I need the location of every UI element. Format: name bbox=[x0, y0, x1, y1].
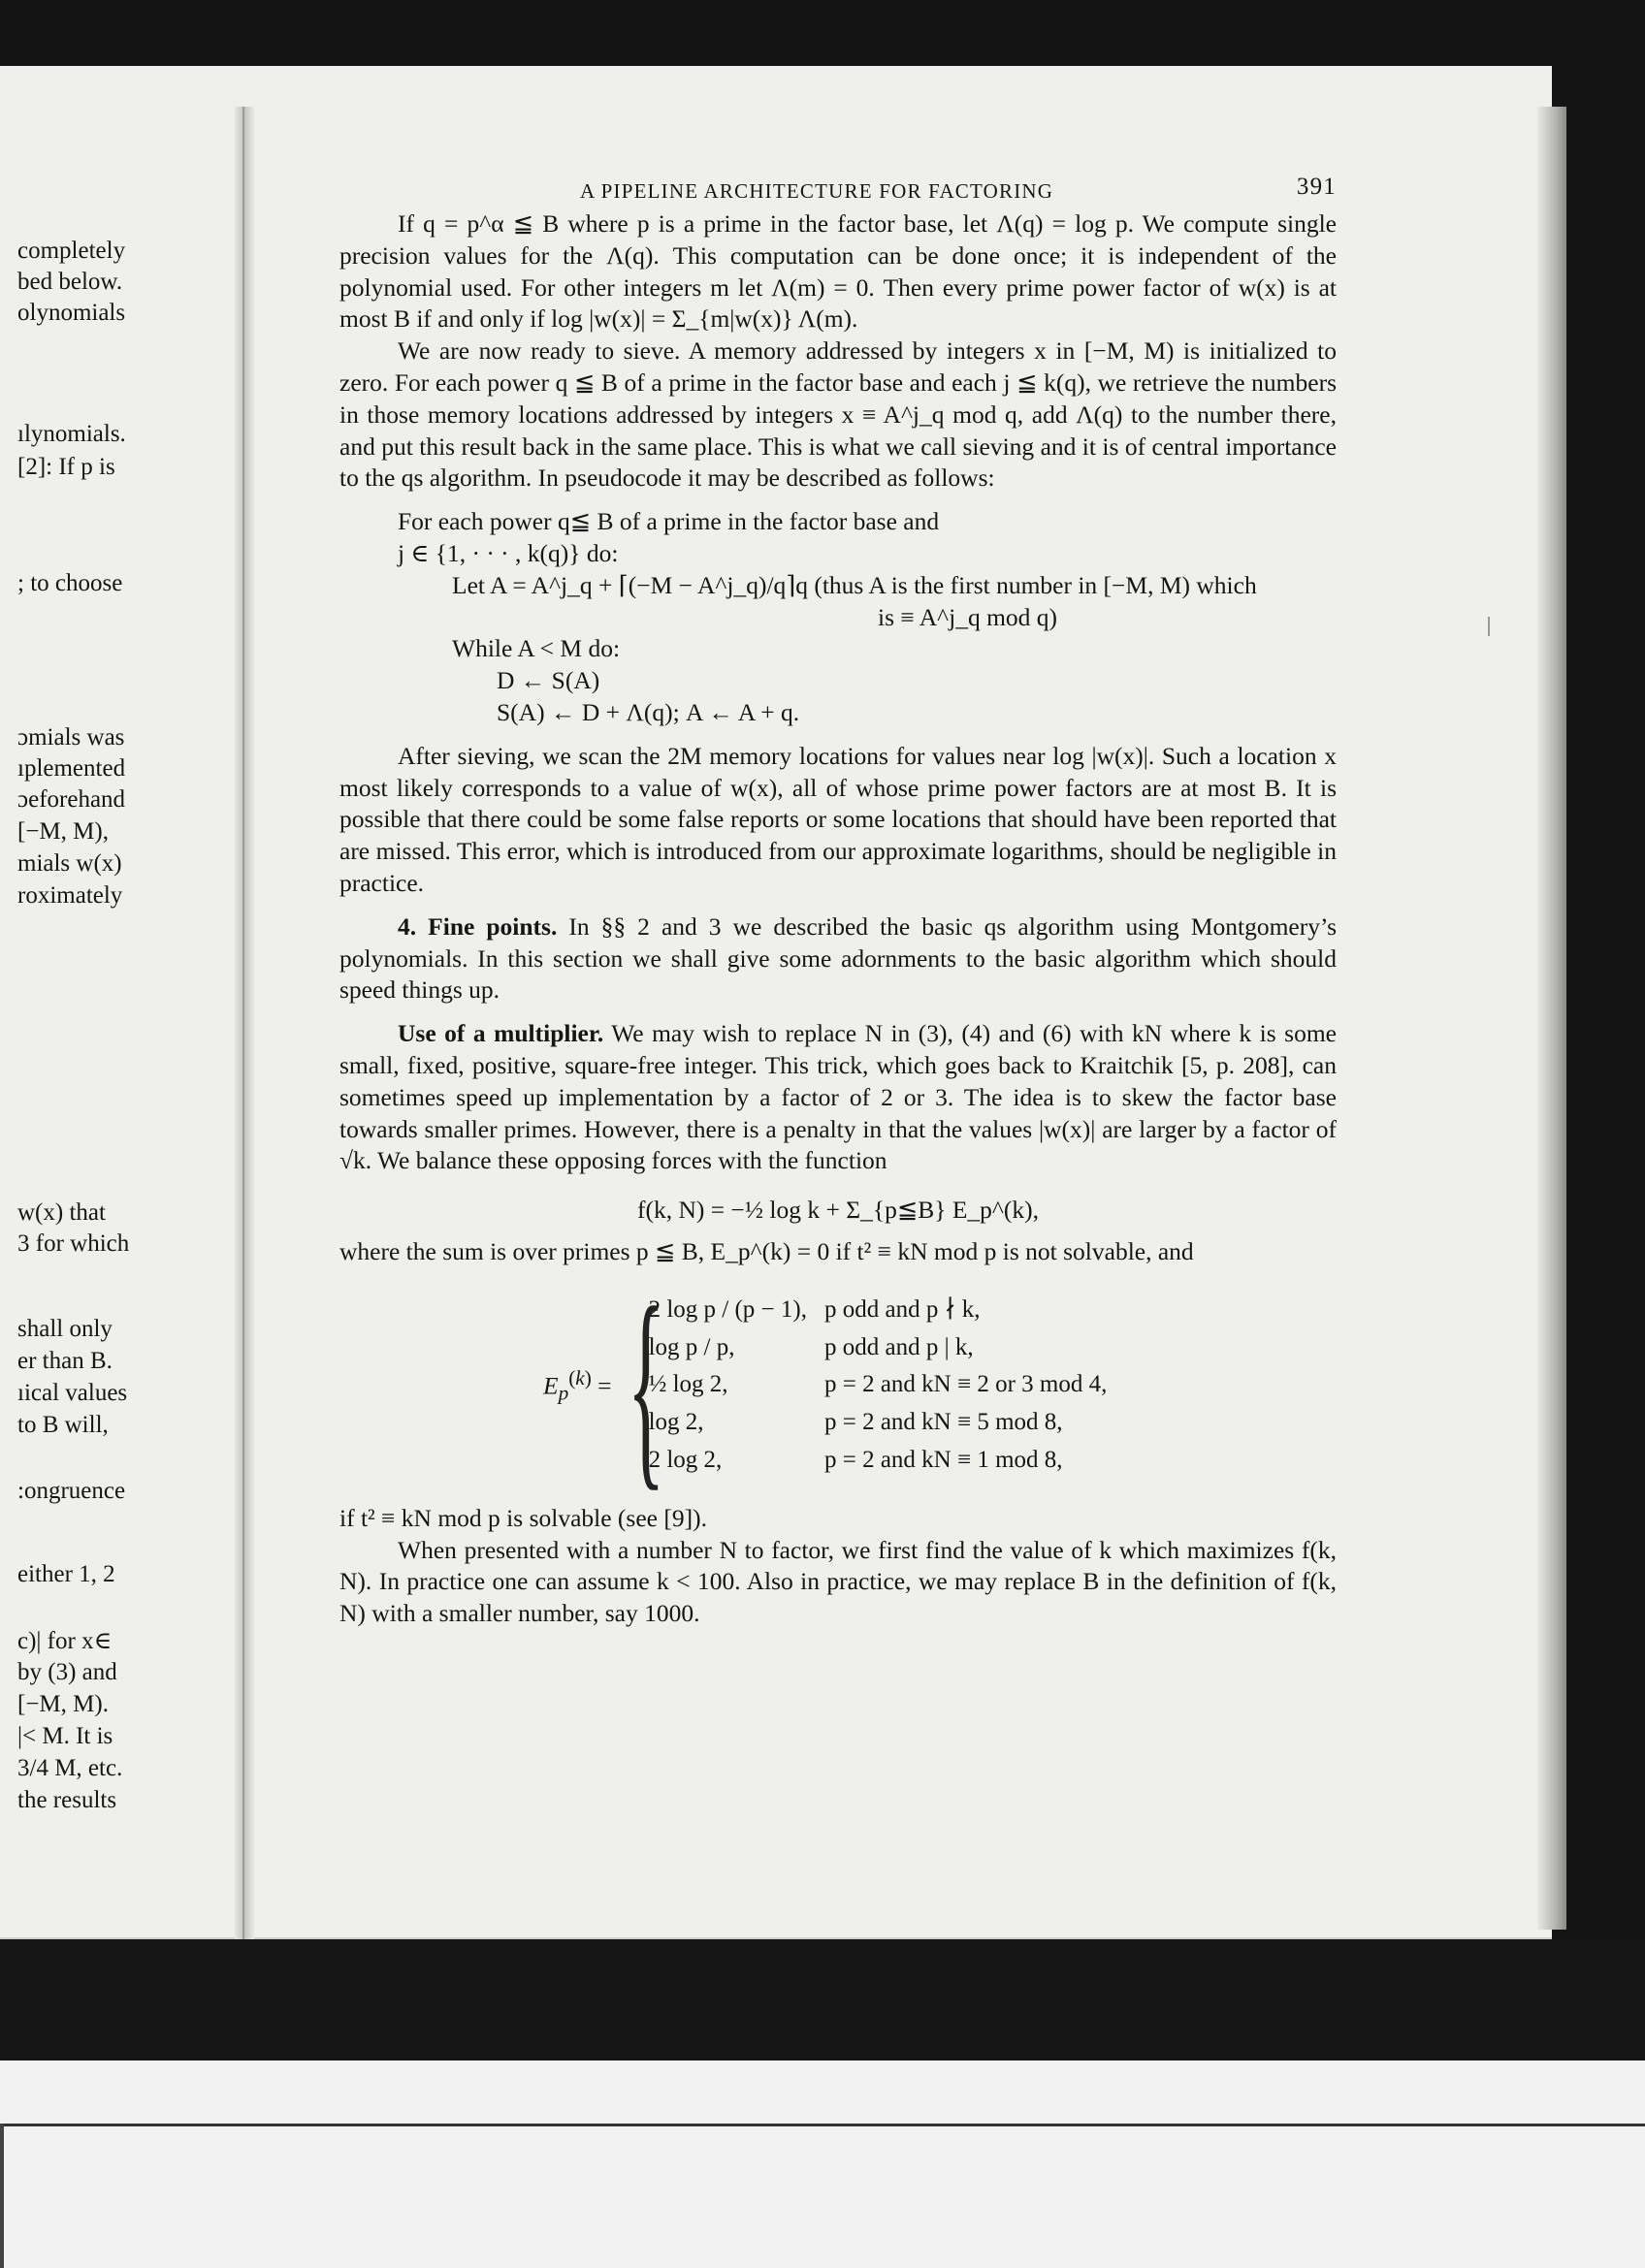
case-value: 2 log p / (p − 1), bbox=[648, 1295, 807, 1323]
paragraph-choose-k: When presented with a number N to factor, we first find the value of k which maximizes f(k, N). In practice one can assume k < 100. Also in practice, we may replace B in the definition of f(k, N) with a smaller number, say 1000. bbox=[339, 1535, 1337, 1628]
case-row bbox=[649, 1442, 1125, 1480]
left-fragment: w(x) that bbox=[17, 1199, 106, 1226]
case-value: log 2, bbox=[648, 1409, 704, 1436]
section-heading: 4. Fine points. bbox=[398, 911, 558, 941]
left-fragment: er than B. bbox=[17, 1348, 113, 1374]
paragraph-lambda-definition: If q = p^α ≦ B where p is a prime in the factor base, let Λ(q) = log p. We compute single precision values for the Λ(q). This computation can be done once; it is independent of the polynomial used. For other integers m let Λ(m) = 0. Then every prime power factor of w(x) is at most B if and only if log |w(x)| = Σ_{m|w(x)} Λ(m). bbox=[339, 209, 1337, 334]
case-row bbox=[649, 1366, 1125, 1404]
paragraph-where: where the sum is over primes p ≦ B, E_p^(k) = 0 if t² ≡ kN mod p is not solvable, and bbox=[339, 1236, 1194, 1265]
case-value: log p / p, bbox=[648, 1333, 735, 1360]
left-fragment: ɔmials was bbox=[17, 724, 125, 751]
left-fragment: by (3) and bbox=[17, 1659, 117, 1685]
cases-lhs: $E_p^{(k)}$ = bbox=[543, 1365, 612, 1405]
code-line: j ∈ {1, · · · , k(q)} do: bbox=[398, 538, 619, 567]
code-line: While A < M do: bbox=[452, 634, 621, 663]
left-fragment: bed below. bbox=[17, 269, 123, 295]
left-fragment: mials w(x) bbox=[17, 850, 122, 877]
left-fragment: c)| for x∈ bbox=[17, 1628, 113, 1654]
paragraph-if-solvable: if t² ≡ kN mod p is solvable (see [9]). bbox=[339, 1503, 707, 1532]
code-line: Let A = A^j_q + ⌈(−M − A^j_q)/q⌉q (thus A is the first number in [−M, M) which bbox=[452, 570, 1257, 599]
left-fragment: ıplemented bbox=[17, 755, 126, 782]
case-value: 2 log 2, bbox=[648, 1446, 723, 1473]
left-fragment: :ongruence bbox=[17, 1478, 126, 1504]
cases-table bbox=[649, 1292, 1125, 1480]
gutter-line bbox=[242, 107, 244, 1939]
left-fragment: completely bbox=[17, 238, 126, 264]
scan-bottom-border bbox=[0, 1939, 1645, 2060]
code-line: For each power q≦ B of a prime in the factor base and bbox=[398, 507, 940, 536]
left-fragment: either 1, 2 bbox=[17, 1561, 115, 1587]
case-condition: p = 2 and kN ≡ 1 mod 8, bbox=[823, 1446, 1063, 1473]
left-fragment: shall only bbox=[17, 1316, 113, 1342]
subsection-text: We may wish to replace N in (3), (4) and (6) with kN where k is some small, fixed, positive, square-free integer. This trick, which goes back to Kraitchik [5, p. 208], can sometimes speed up implementation by a factor of 2 or 3. The idea is to skew the factor base towards smaller primes. However, there is a penalty in that the values |w(x)| are larger by a factor of √k. We balance these opposing forces with the function bbox=[339, 1019, 1337, 1175]
case-condition: p = 2 and kN ≡ 2 or 3 mod 4, bbox=[823, 1371, 1108, 1398]
left-fragment: to B will, bbox=[17, 1412, 109, 1438]
left-fragment: ılynomials. bbox=[17, 421, 126, 447]
right-page bbox=[339, 170, 1337, 1630]
case-condition: p odd and p | k, bbox=[823, 1333, 974, 1360]
section-text: In §§ 2 and 3 we described the basic qs algorithm using Montgomery’s polynomials. In this section we shall give some adornments to the basic algorithm which should speed things up. bbox=[339, 911, 1337, 1005]
subsection-heading: Use of a multiplier. bbox=[398, 1019, 604, 1048]
scanner-bed bbox=[0, 2060, 1645, 2268]
running-title: A PIPELINE ARCHITECTURE FOR FACTORING bbox=[580, 179, 1054, 203]
paragraph-multiplier bbox=[339, 1018, 1337, 1177]
left-fragment: 3/4 M, etc. bbox=[17, 1755, 123, 1781]
paragraph-after-sieving: After sieving, we scan the 2M memory locations for values near log |w(x)|. Such a location x most likely corresponds to a value of w(x), all of whose prime power factors are at most B. It is possible that there could be some false reports or some locations that should have been reported that are missed. This error, which is introduced from our approximate logarithms, should be negligible in practice. bbox=[339, 741, 1337, 897]
left-fragment: [2]: If p is bbox=[17, 454, 115, 480]
left-fragment: ɔeforehand bbox=[17, 786, 126, 813]
case-row bbox=[649, 1329, 1125, 1367]
case-condition: p = 2 and kN ≡ 5 mod 8, bbox=[823, 1409, 1063, 1436]
code-line: S(A) ← D + Λ(q); A ← A + q. bbox=[497, 697, 800, 726]
code-line: is ≡ A^j_q mod q) bbox=[878, 602, 1058, 631]
left-fragment: the results bbox=[17, 1787, 117, 1813]
equation-f: f(k, N) = −½ log k + Σ_{p≦B} E_p^(k), bbox=[637, 1196, 1039, 1225]
margin-mark bbox=[1488, 617, 1490, 636]
page-edge bbox=[1537, 107, 1566, 1930]
left-fragment: 3 for which bbox=[17, 1230, 130, 1257]
code-line: D ← S(A) bbox=[497, 666, 600, 695]
case-row bbox=[649, 1292, 1125, 1329]
left-fragment: [−M, M). bbox=[17, 1691, 109, 1717]
left-fragment: [−M, M), bbox=[17, 818, 109, 845]
left-fragment: ; to choose bbox=[17, 570, 123, 596]
pseudocode-block bbox=[398, 506, 1337, 729]
scanner-bed-edge bbox=[0, 2124, 4, 2268]
page-number: 391 bbox=[1296, 174, 1337, 200]
left-fragment: |< M. It is bbox=[17, 1723, 113, 1749]
left-brace: { bbox=[627, 1261, 665, 1509]
case-condition: p odd and p ∤ k, bbox=[823, 1295, 981, 1323]
paragraph-sieve-intro: We are now ready to sieve. A memory addressed by integers x in [−M, M) is initialized to zero. For each power q ≦ B of a prime in the factor base and each j ≦ k(q), we retrieve the numbers in those memory locations addressed by integers x ≡ A^j_q mod q, add Λ(q) to the number there, and put this result back in the same place. This is what we call sieving and it is of central importance to the qs algorithm. In pseudocode it may be described as follows: bbox=[339, 336, 1337, 493]
running-header bbox=[339, 170, 1337, 208]
scanner-bed-line bbox=[0, 2124, 1645, 2126]
case-value: ½ log 2, bbox=[648, 1371, 728, 1398]
left-fragment: ıical values bbox=[17, 1380, 128, 1406]
left-fragment: roximately bbox=[17, 882, 123, 909]
cases-equation bbox=[543, 1261, 1337, 1509]
case-row bbox=[649, 1404, 1125, 1442]
book-gutter bbox=[235, 107, 254, 1939]
left-fragment: olynomials bbox=[17, 300, 126, 326]
section-fine-points bbox=[339, 911, 1337, 1006]
